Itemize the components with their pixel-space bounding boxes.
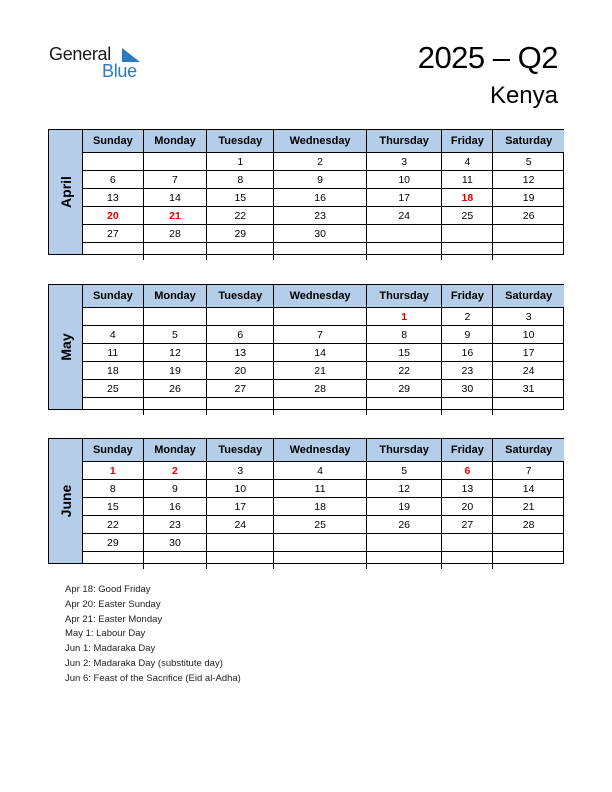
day-cell: 1 bbox=[207, 153, 274, 171]
weekday-header: Thursday bbox=[366, 130, 442, 153]
day-cell: 28 bbox=[143, 225, 207, 243]
day-cell: 27 bbox=[442, 516, 493, 534]
day-cell: 27 bbox=[207, 380, 274, 398]
month-calendar-april bbox=[48, 129, 564, 255]
week-row bbox=[83, 398, 564, 416]
weekday-header: Wednesday bbox=[274, 130, 367, 153]
empty-day-cell bbox=[83, 243, 143, 261]
empty-day-cell bbox=[442, 243, 493, 261]
day-cell: 24 bbox=[207, 516, 274, 534]
day-cell: 15 bbox=[366, 344, 442, 362]
day-cell: 22 bbox=[207, 207, 274, 225]
week-row bbox=[83, 153, 564, 171]
holiday-item: Apr 18: Good Friday bbox=[65, 584, 151, 595]
holiday-item: Apr 20: Easter Sunday bbox=[65, 598, 161, 610]
empty-day-cell bbox=[143, 552, 207, 570]
empty-day-cell bbox=[366, 243, 442, 261]
empty-day-cell bbox=[143, 153, 207, 171]
empty-day-cell bbox=[366, 552, 442, 570]
day-cell: 15 bbox=[83, 498, 143, 516]
empty-day-cell bbox=[274, 552, 367, 570]
day-cell: 11 bbox=[442, 171, 493, 189]
day-cell: 25 bbox=[442, 207, 493, 225]
day-cell: 28 bbox=[274, 380, 367, 398]
week-row bbox=[83, 225, 564, 243]
day-cell: 21 bbox=[274, 362, 367, 380]
day-cell: 1 bbox=[366, 308, 442, 326]
day-cell: 15 bbox=[207, 189, 274, 207]
day-cell: 19 bbox=[493, 189, 564, 207]
day-cell: 17 bbox=[493, 344, 564, 362]
day-cell: 9 bbox=[274, 171, 367, 189]
weekday-header: Saturday bbox=[493, 285, 564, 308]
weekday-header: Monday bbox=[143, 285, 207, 308]
day-cell: 24 bbox=[493, 362, 564, 380]
empty-day-cell bbox=[207, 243, 274, 261]
empty-day-cell bbox=[143, 308, 207, 326]
day-cell: 12 bbox=[143, 344, 207, 362]
day-cell: 26 bbox=[143, 380, 207, 398]
day-cell: 19 bbox=[143, 362, 207, 380]
page-title: 2025 – Q2 bbox=[417, 40, 558, 75]
day-cell: 29 bbox=[207, 225, 274, 243]
week-row bbox=[83, 552, 564, 570]
day-cell: 18 bbox=[83, 362, 143, 380]
empty-day-cell bbox=[83, 153, 143, 171]
week-row bbox=[83, 516, 564, 534]
week-row bbox=[83, 480, 564, 498]
week-row bbox=[83, 362, 564, 380]
day-cell: 4 bbox=[274, 462, 367, 480]
empty-day-cell bbox=[493, 225, 564, 243]
empty-day-cell bbox=[366, 398, 442, 416]
empty-day-cell bbox=[442, 552, 493, 570]
week-row bbox=[83, 207, 564, 225]
day-cell: 10 bbox=[366, 171, 442, 189]
holiday-item: Jun 6: Feast of the Sacrifice (Eid al-Adha) bbox=[65, 672, 241, 684]
month-calendar-june bbox=[48, 438, 564, 564]
day-cell: 9 bbox=[442, 326, 493, 344]
empty-day-cell bbox=[442, 398, 493, 416]
week-row bbox=[83, 326, 564, 344]
logo-blue-text: Blue bbox=[102, 61, 137, 81]
empty-day-cell bbox=[442, 225, 493, 243]
weekday-header: Sunday bbox=[83, 439, 143, 462]
day-cell: 30 bbox=[274, 225, 367, 243]
day-cell: 9 bbox=[143, 480, 207, 498]
day-cell: 13 bbox=[207, 344, 274, 362]
holiday-item: Apr 21: Easter Monday bbox=[65, 613, 163, 625]
day-cell: 29 bbox=[83, 534, 143, 552]
day-cell: 2 bbox=[143, 462, 207, 480]
calendar-grid bbox=[83, 130, 564, 260]
empty-day-cell bbox=[493, 243, 564, 261]
empty-day-cell bbox=[207, 534, 274, 552]
day-cell: 20 bbox=[207, 362, 274, 380]
day-cell: 20 bbox=[442, 498, 493, 516]
weekday-header: Wednesday bbox=[274, 285, 367, 308]
week-row bbox=[83, 189, 564, 207]
day-cell: 6 bbox=[83, 171, 143, 189]
day-cell: 23 bbox=[143, 516, 207, 534]
empty-day-cell bbox=[207, 398, 274, 416]
day-cell: 23 bbox=[442, 362, 493, 380]
day-cell: 10 bbox=[207, 480, 274, 498]
empty-day-cell bbox=[366, 225, 442, 243]
empty-day-cell bbox=[143, 243, 207, 261]
day-cell: 5 bbox=[493, 153, 564, 171]
week-row bbox=[83, 462, 564, 480]
weekday-header: Sunday bbox=[83, 285, 143, 308]
holiday-item: Jun 1: Madaraka Day bbox=[65, 643, 156, 655]
month-label: April bbox=[49, 130, 83, 254]
empty-day-cell bbox=[274, 243, 367, 261]
weekday-header: Tuesday bbox=[207, 285, 274, 308]
week-row bbox=[83, 498, 564, 516]
empty-day-cell bbox=[274, 534, 367, 552]
day-cell: 13 bbox=[442, 480, 493, 498]
day-cell: 7 bbox=[274, 326, 367, 344]
day-cell: 21 bbox=[493, 498, 564, 516]
day-cell: 8 bbox=[366, 326, 442, 344]
day-cell: 3 bbox=[207, 462, 274, 480]
holiday-item: May 1: Labour Day bbox=[65, 628, 146, 640]
day-cell: 7 bbox=[143, 171, 207, 189]
empty-day-cell bbox=[207, 552, 274, 570]
day-cell: 2 bbox=[274, 153, 367, 171]
empty-day-cell bbox=[366, 534, 442, 552]
day-cell: 25 bbox=[274, 516, 367, 534]
day-cell: 4 bbox=[83, 326, 143, 344]
week-row bbox=[83, 380, 564, 398]
weekday-header-row bbox=[83, 439, 564, 462]
empty-day-cell bbox=[143, 398, 207, 416]
day-cell: 26 bbox=[366, 516, 442, 534]
empty-day-cell bbox=[207, 308, 274, 326]
day-cell: 2 bbox=[442, 308, 493, 326]
empty-day-cell bbox=[442, 534, 493, 552]
day-cell: 8 bbox=[207, 171, 274, 189]
day-cell: 3 bbox=[366, 153, 442, 171]
weekday-header: Monday bbox=[143, 439, 207, 462]
day-cell: 5 bbox=[143, 326, 207, 344]
weekday-header-row bbox=[83, 285, 564, 308]
weekday-header: Friday bbox=[442, 285, 493, 308]
day-cell: 26 bbox=[493, 207, 564, 225]
weekday-header: Saturday bbox=[493, 130, 564, 153]
day-cell: 12 bbox=[366, 480, 442, 498]
day-cell: 11 bbox=[83, 344, 143, 362]
week-row bbox=[83, 344, 564, 362]
day-cell: 22 bbox=[83, 516, 143, 534]
day-cell: 17 bbox=[207, 498, 274, 516]
week-row bbox=[83, 243, 564, 261]
weekday-header: Friday bbox=[442, 130, 493, 153]
month-calendar-may bbox=[48, 284, 564, 410]
week-row bbox=[83, 308, 564, 326]
weekday-header: Sunday bbox=[83, 130, 143, 153]
day-cell: 16 bbox=[143, 498, 207, 516]
empty-day-cell bbox=[274, 308, 367, 326]
weekday-header: Saturday bbox=[493, 439, 564, 462]
empty-day-cell bbox=[493, 552, 564, 570]
weekday-header-row bbox=[83, 130, 564, 153]
weekday-header: Friday bbox=[442, 439, 493, 462]
day-cell: 12 bbox=[493, 171, 564, 189]
month-label: June bbox=[49, 439, 83, 563]
day-cell: 16 bbox=[442, 344, 493, 362]
day-cell: 31 bbox=[493, 380, 564, 398]
logo-triangle-icon bbox=[120, 48, 140, 62]
holiday-list bbox=[65, 583, 241, 687]
day-cell: 6 bbox=[207, 326, 274, 344]
day-cell: 4 bbox=[442, 153, 493, 171]
day-cell: 30 bbox=[442, 380, 493, 398]
day-cell: 17 bbox=[366, 189, 442, 207]
day-cell: 16 bbox=[274, 189, 367, 207]
day-cell: 10 bbox=[493, 326, 564, 344]
logo bbox=[49, 44, 149, 84]
day-cell: 23 bbox=[274, 207, 367, 225]
empty-day-cell bbox=[83, 552, 143, 570]
logo-general-text: General bbox=[49, 44, 111, 64]
day-cell: 22 bbox=[366, 362, 442, 380]
empty-day-cell bbox=[274, 398, 367, 416]
day-cell: 13 bbox=[83, 189, 143, 207]
day-cell: 5 bbox=[366, 462, 442, 480]
day-cell: 8 bbox=[83, 480, 143, 498]
empty-day-cell bbox=[493, 398, 564, 416]
day-cell: 18 bbox=[274, 498, 367, 516]
calendar-grid bbox=[83, 285, 564, 415]
weekday-header: Thursday bbox=[366, 285, 442, 308]
day-cell: 19 bbox=[366, 498, 442, 516]
day-cell: 14 bbox=[493, 480, 564, 498]
day-cell: 14 bbox=[274, 344, 367, 362]
weekday-header: Tuesday bbox=[207, 439, 274, 462]
empty-day-cell bbox=[493, 534, 564, 552]
empty-day-cell bbox=[83, 398, 143, 416]
day-cell: 21 bbox=[143, 207, 207, 225]
day-cell: 11 bbox=[274, 480, 367, 498]
week-row bbox=[83, 171, 564, 189]
month-label: May bbox=[49, 285, 83, 409]
weekday-header: Wednesday bbox=[274, 439, 367, 462]
day-cell: 6 bbox=[442, 462, 493, 480]
day-cell: 28 bbox=[493, 516, 564, 534]
day-cell: 20 bbox=[83, 207, 143, 225]
weekday-header: Monday bbox=[143, 130, 207, 153]
day-cell: 3 bbox=[493, 308, 564, 326]
week-row bbox=[83, 534, 564, 552]
day-cell: 18 bbox=[442, 189, 493, 207]
day-cell: 14 bbox=[143, 189, 207, 207]
day-cell: 24 bbox=[366, 207, 442, 225]
holiday-item: Jun 2: Madaraka Day (substitute day) bbox=[65, 657, 223, 669]
day-cell: 7 bbox=[493, 462, 564, 480]
calendar-grid bbox=[83, 439, 564, 569]
day-cell: 29 bbox=[366, 380, 442, 398]
day-cell: 1 bbox=[109, 464, 116, 477]
empty-day-cell bbox=[83, 308, 143, 326]
day-cell: 25 bbox=[83, 380, 143, 398]
country-title: Kenya bbox=[489, 82, 558, 109]
weekday-header: Thursday bbox=[366, 439, 442, 462]
day-cell: 27 bbox=[83, 225, 143, 243]
day-cell: 30 bbox=[143, 534, 207, 552]
weekday-header: Tuesday bbox=[207, 130, 274, 153]
